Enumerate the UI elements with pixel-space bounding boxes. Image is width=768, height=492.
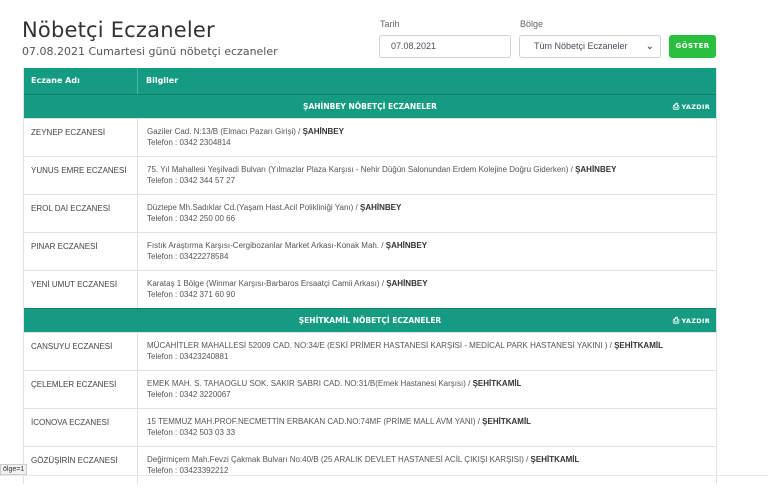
group-title: ŞAHİNBEY NÖBETÇİ ECZANELER [303, 102, 437, 111]
pharmacy-info [138, 333, 663, 370]
district: ŞEHİTKAMİL [614, 341, 663, 350]
pharmacy-name: YENİ UMUT ECZANESİ [24, 271, 138, 308]
district: ŞAHİNBEY [386, 279, 428, 288]
print-button[interactable] [673, 309, 710, 333]
print-button[interactable] [673, 95, 710, 119]
region-select-value: Tüm Nöbetçi Eczaneler [534, 41, 628, 51]
table-row [24, 232, 716, 270]
phone: Telefon : 0342 2304814 [147, 138, 231, 147]
address: MÜCAHİTLER MAHALLESİ 52009 CAD. NO:34/E (ESKİ PRİMER HASTANESİ KARŞISI - MEDİCAL PARK HASTANESİ YAKINI ) / [147, 341, 615, 350]
column-header-name: Eczane Adı [24, 68, 138, 94]
printer-icon: ⎙ [672, 102, 680, 111]
district: ŞEHİTKAMİL [482, 417, 532, 426]
phone: Telefon : 0342 250 00 66 [147, 214, 236, 223]
district: ŞAHİNBEY [385, 241, 428, 250]
table-row [24, 156, 716, 194]
address: Gaziler Cad. N:13/B (Elmacı Pazarı Girişi) / [147, 127, 303, 136]
phone: Telefon : 0342 344 57 27 [147, 176, 236, 185]
group-header-sehitkamil [24, 308, 716, 332]
group-header-sahinbey [24, 94, 716, 118]
pharmacy-name: PINAR ECZANESİ [24, 233, 138, 270]
pharmacy-info [138, 233, 427, 270]
group-title: ŞEHİTKAMİL NÖBETÇİ ECZANELER [298, 316, 442, 325]
address: 15 TEMMUZ MAH.PROF.NECMETTİN ERBAKAN CAD.NO:74MF (PRİME MALL AVM YANI) / [147, 417, 483, 426]
district: ŞEHİTKAMİL [530, 455, 580, 464]
printer-icon: ⎙ [672, 316, 680, 325]
pharmacy-name: GÖZÜŞİRİN ECZANESİ [24, 447, 138, 484]
pharmacy-name: EROL DAİ ECZANESİ [24, 195, 138, 232]
phone: Telefon : 0342 371 60 90 [147, 290, 236, 299]
region-select[interactable] [519, 35, 661, 58]
address: Fıstık Araştırma Karşısı-Cergibozanlar Market Arkası-Konak Mah. / [147, 241, 386, 250]
table-row [24, 408, 716, 446]
phone: Telefon : 03423240881 [147, 352, 229, 361]
pharmacy-name: CANSUYU ECZANESİ [24, 333, 138, 370]
table-row [24, 194, 716, 232]
print-label: YAZDIR [681, 317, 710, 325]
pharmacy-name: ÇELEMLER ECZANESİ [24, 371, 138, 408]
pharmacy-info [138, 447, 579, 484]
address: Karataş 1 Bölge (Winmar Karşısı-Barbaros Ersaatçi Camii Arkası) / [147, 279, 387, 288]
district: ŞAHİNBEY [575, 165, 617, 174]
phone: Telefon : 0342 3220067 [147, 390, 231, 399]
page-title: Nöbetçi Eczaneler [22, 18, 215, 42]
pharmacy-table [23, 68, 717, 484]
phone: Telefon : 03423392212 [147, 466, 229, 475]
address: 75. Yıl Mahallesi Yeşilvadi Bulvarı (Yılmazlar Plaza Karşısı - Nehir Düğün Salonundan Erdem Kolejine Doğru Giderken) / [147, 165, 576, 174]
pharmacy-name: ZEYNEP ECZANESİ [24, 119, 138, 156]
table-row [24, 332, 716, 370]
table-row [24, 118, 716, 156]
address: Düztepe Mh.Sadıklar Cd.(Yaşam Hast.Acil Polikliniği Yanı) / [147, 203, 360, 212]
date-input[interactable]: 07.08.2021 [379, 35, 511, 58]
column-header-info: Bilgiler [146, 76, 179, 85]
table-row [24, 270, 716, 308]
district: ŞEHİTKAMİL [472, 379, 522, 388]
table-row [24, 446, 716, 484]
date-label: Tarih [380, 19, 400, 29]
region-label: Bölge [520, 19, 544, 29]
pharmacy-info [138, 371, 521, 408]
page-subtitle: 07.08.2021 Cumartesi günü nöbetçi eczaneler [22, 45, 278, 58]
pharmacy-info [138, 409, 531, 446]
pharmacy-name: YUNUS EMRE ECZANESİ [24, 157, 138, 194]
pharmacy-info [138, 195, 401, 232]
address: Değirmiçem Mah.Fevzi Çakmak Bulvarı No:40/B (25 ARALIK DEVLET HASTANESİ ACİL ÇIKIŞI KARŞISI) / [147, 455, 531, 464]
district: ŞAHİNBEY [359, 203, 402, 212]
bottom-divider [0, 475, 768, 476]
status-bar-url: ölge=1 [0, 464, 27, 475]
address: EMEK MAH. S. TAHAOGLU SOK. SAKIR SABRI CAD. NO:31/B(Emek Hastanesi Karşısı) / [147, 379, 473, 388]
pharmacy-info [138, 119, 344, 156]
print-label: YAZDIR [681, 103, 710, 111]
chevron-down-icon: ⌄ [645, 41, 654, 52]
table-header [24, 68, 716, 94]
phone: Telefon : 0342 503 03 33 [147, 428, 236, 437]
phone: Telefon : 03422278584 [147, 252, 229, 261]
pharmacy-info [138, 271, 428, 308]
pharmacy-name: İCONOVA ECZANESİ [24, 409, 138, 446]
district: ŞAHİNBEY [302, 127, 344, 136]
table-row [24, 370, 716, 408]
pharmacy-info [138, 157, 616, 194]
show-button[interactable]: GÖSTER [669, 35, 716, 58]
